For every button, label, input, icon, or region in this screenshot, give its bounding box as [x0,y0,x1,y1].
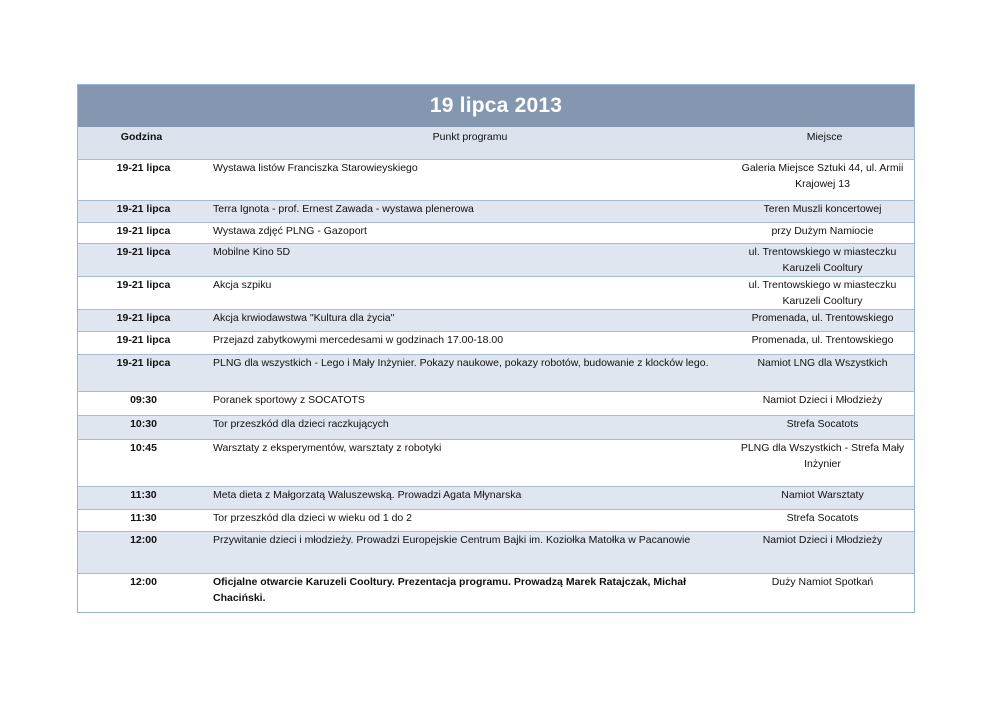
place-cell: Strefa Socatots [735,510,914,532]
table-row [78,160,914,201]
time-cell: 19-21 lipca [78,277,205,310]
table-row [78,244,914,277]
program-cell: Akcja szpiku [205,277,735,310]
program-cell: Wystawa listów Franciszka Starowieyskiego [205,160,735,201]
table-row [78,277,914,310]
table-row [78,310,914,332]
program-cell: Tor przeszkód dla dzieci w wieku od 1 do 2 [205,510,735,532]
place-cell: Namiot Warsztaty [735,487,914,510]
header-program: Punkt programu [205,127,735,160]
table-header-row [78,127,914,160]
time-cell: 19-21 lipca [78,223,205,244]
time-cell: 11:30 [78,487,205,510]
time-cell: 10:45 [78,440,205,487]
program-cell: Warsztaty z eksperymentów, warsztaty z robotyki [205,440,735,487]
program-cell: PLNG dla wszystkich - Lego i Mały Inżynier. Pokazy naukowe, pokazy robotów, budowanie z klocków lego. [205,355,735,392]
place-cell: Namiot LNG dla Wszystkich [735,355,914,392]
page-title: 19 lipca 2013 [78,85,914,127]
table-row [78,416,914,440]
table-row [78,440,914,487]
time-cell: 19-21 lipca [78,355,205,392]
header-place: Miejsce [735,127,914,160]
time-cell: 19-21 lipca [78,244,205,277]
time-cell: 12:00 [78,574,205,613]
program-cell: Tor przeszkód dla dzieci raczkujących [205,416,735,440]
place-cell: ul. Trentowskiego w miasteczku Karuzeli Cooltury [735,244,914,277]
program-cell: Przywitanie dzieci i młodzieży. Prowadzi Europejskie Centrum Bajki im. Koziołka Matołka w Pacanowie [205,532,735,574]
program-cell: Wystawa zdjęć PLNG - Gazoport [205,223,735,244]
time-cell: 19-21 lipca [78,160,205,201]
program-cell: Terra Ignota - prof. Ernest Zawada - wystawa plenerowa [205,201,735,223]
place-cell: Duży Namiot Spotkań [735,574,914,613]
table-row [78,201,914,223]
time-cell: 19-21 lipca [78,310,205,332]
time-cell: 09:30 [78,392,205,416]
time-cell: 19-21 lipca [78,332,205,355]
schedule-sheet [77,84,915,613]
time-cell: 19-21 lipca [78,201,205,223]
table-row [78,355,914,392]
program-cell: Poranek sportowy z SOCATOTS [205,392,735,416]
place-cell: przy Dużym Namiocie [735,223,914,244]
table-row [78,574,914,613]
header-time: Godzina [78,127,205,160]
schedule-table [78,127,914,612]
table-row [78,332,914,355]
place-cell: Promenada, ul. Trentowskiego [735,310,914,332]
table-row [78,510,914,532]
place-cell: Strefa Socatots [735,416,914,440]
place-cell: Namiot Dzieci i Młodzieży [735,392,914,416]
place-cell: Promenada, ul. Trentowskiego [735,332,914,355]
time-cell: 11:30 [78,510,205,532]
program-cell: Mobilne Kino 5D [205,244,735,277]
program-cell: Meta dieta z Małgorzatą Waluszewską. Prowadzi Agata Młynarska [205,487,735,510]
place-cell: PLNG dla Wszystkich - Strefa Mały Inżynier [735,440,914,487]
time-cell: 12:00 [78,532,205,574]
place-cell: Galeria Miejsce Sztuki 44, ul. Armii Krajowej 13 [735,160,914,201]
table-row [78,223,914,244]
table-row [78,487,914,510]
table-row [78,532,914,574]
place-cell: Teren Muszli koncertowej [735,201,914,223]
program-cell: Oficjalne otwarcie Karuzeli Cooltury. Prezentacja programu. Prowadzą Marek Ratajczak, Michał Chaciński. [205,574,735,613]
place-cell: ul. Trentowskiego w miasteczku Karuzeli Cooltury [735,277,914,310]
program-cell: Przejazd zabytkowymi mercedesami w godzinach 17.00-18.00 [205,332,735,355]
table-row [78,392,914,416]
place-cell: Namiot Dzieci i Młodzieży [735,532,914,574]
time-cell: 10:30 [78,416,205,440]
program-cell: Akcja krwiodawstwa "Kultura dla życia" [205,310,735,332]
